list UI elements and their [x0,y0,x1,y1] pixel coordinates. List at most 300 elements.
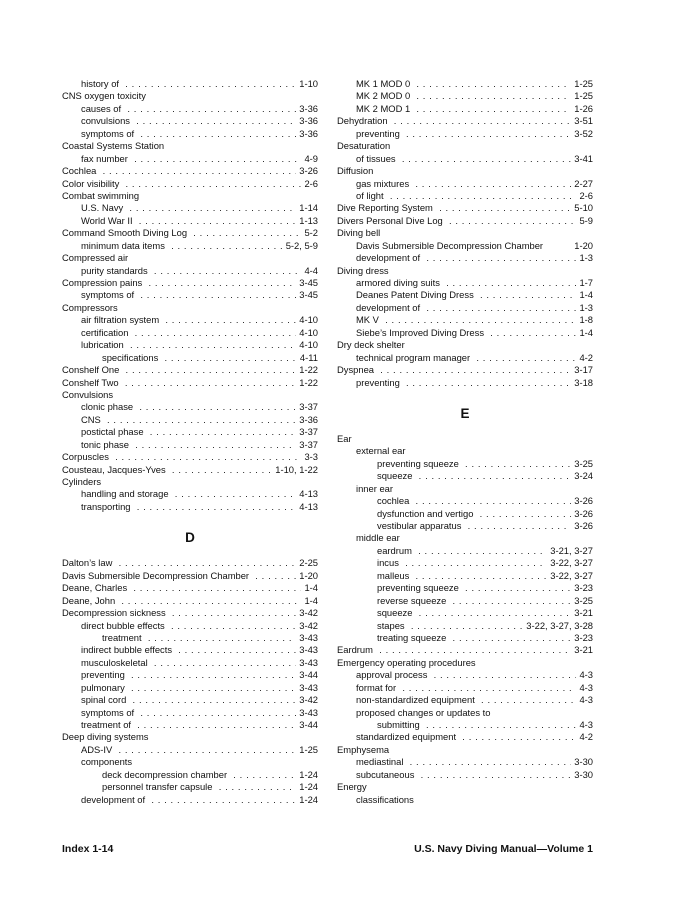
index-entry-term: non-standardized equipment [356,694,478,705]
index-entry [62,781,318,793]
index-entry-page-ref[interactable]: 3-30 [571,769,593,781]
index-entry [62,190,318,202]
index-entry-page-ref[interactable]: 3-36 [296,128,318,140]
index-entry-page-ref[interactable]: 5-2, 5-9 [283,240,318,252]
index-entry-page-ref[interactable]: 3-42 [296,620,318,632]
index-entry [337,445,593,457]
index-entry [337,707,593,719]
index-entry-term: deck decompression chamber [102,769,230,780]
index-entry-page-ref[interactable]: 3-21 [571,644,593,656]
index-entry [62,488,318,500]
index-entry-term: Emphysema [337,744,392,755]
index-entry-term: external ear [356,445,409,456]
index-entry-term: Cochlea [62,165,99,176]
index-entry-page-ref[interactable]: 4-3 [576,669,593,681]
index-entry [337,327,593,339]
index-entry-page-ref[interactable]: 3-52 [571,128,593,140]
index-entry-page-ref[interactable]: 1-24 [296,781,318,793]
index-entry-term: malleus [377,570,412,581]
manual-title-footer: U.S. Navy Diving Manual—Volume 1 [414,843,593,855]
index-entry-page-ref[interactable]: 2-6 [576,190,593,202]
index-entry-term: Dry deck shelter [337,339,408,350]
page-number-footer: Index 1-14 [62,843,114,855]
section-letter-heading: E [460,405,470,421]
index-entry [337,202,593,214]
index-entry-term: MK 1 MOD 0 [356,78,413,89]
index-entry-term: postictal phase [81,426,147,437]
index-entry [337,595,593,607]
index-entry-term: reverse squeeze [377,595,449,606]
index-entry-term: Diving dress [337,265,392,276]
index-entry [337,277,593,289]
index-entry-page-ref[interactable]: 4-2 [576,731,593,743]
index-entry-term: Deane, John [62,595,118,606]
index-entry-term: purity standards [81,265,151,276]
index-entry [337,508,593,520]
index-entry-page-ref[interactable]: 3-26 [571,520,593,532]
index-entry [337,719,593,731]
index-entry [62,644,318,656]
index-entry-term: Color visibility [62,178,122,189]
index-entry [337,545,593,557]
index-entry-term: Diffusion [337,165,376,176]
index-entry-page-ref[interactable]: 4-10 [296,327,318,339]
index-entry-term: indirect bubble effects [81,644,175,655]
index-entry-term: ADS-IV [81,744,115,755]
index-entry [62,103,318,115]
index-entry [337,289,593,301]
index-entry-term: CNS oxygen toxicity [62,90,149,101]
index-entry-term: development of [356,252,423,263]
index-entry-term: lubrication [81,339,127,350]
index-entry-page-ref[interactable]: 1-13 [296,215,318,227]
index-entry-page-ref[interactable]: 3-22, 3-27, 3-28 [523,620,593,632]
index-entry-term: fax number [81,153,131,164]
index-entry-term: dysfunction and vertigo [377,508,476,519]
index-entry-page-ref[interactable]: 3-22, 3-27 [547,557,593,569]
index-entry [62,632,318,644]
index-entry-term: Dalton’s law [62,557,115,568]
index-entry-page-ref[interactable]: 3-23 [571,582,593,594]
index-entry-page-ref[interactable]: 4-3 [576,719,593,731]
index-entry-page-ref[interactable]: 3-42 [296,607,318,619]
index-entry-page-ref[interactable]: 3-26 [571,495,593,507]
index-entry [62,719,318,731]
index-entry-page-ref[interactable]: 1-7 [576,277,593,289]
index-entry-page-ref[interactable]: 1-4 [576,327,593,339]
index-entry [337,165,593,177]
index-entry [337,140,593,152]
index-entry [337,227,593,239]
index-entry [62,669,318,681]
index-entry [337,657,593,669]
index-entry [62,265,318,277]
index-entry [62,607,318,619]
index-entry-page-ref[interactable]: 4-13 [296,488,318,500]
index-entry-term: CNS [81,414,104,425]
index-entry [337,495,593,507]
index-entry-term: Combat swimming [62,190,142,201]
index-entry-page-ref[interactable]: 3-45 [296,277,318,289]
index-entry-page-ref[interactable]: 3-37 [296,401,318,413]
index-entry [62,128,318,140]
index-entry-term: Compressed air [62,252,131,263]
index-entry-term: treating squeeze [377,632,449,643]
index-entry-term: preventing squeeze [377,458,462,469]
index-entry [337,632,593,644]
index-entry [337,178,593,190]
index-entry-term: symptoms of [81,707,137,718]
index-entry [337,240,593,252]
index-entry-page-ref[interactable]: 1-20 [296,570,318,582]
index-entry-term: armored diving suits [356,277,443,288]
index-entry-page-ref[interactable]: 3-22, 3-27 [547,570,593,582]
index-entry [62,414,318,426]
index-entry-page-ref[interactable]: 3-37 [296,439,318,451]
index-entry-term: eardrum [377,545,415,556]
index-entry [62,501,318,513]
index-entry-term: Cylinders [62,476,104,487]
index-entry-page-ref[interactable]: 3-43 [296,644,318,656]
index-entry [337,314,593,326]
index-entry [62,794,318,806]
index-entry-page-ref[interactable]: 1-4 [576,289,593,301]
index-entry-term: development of [356,302,423,313]
index-entry-term: inner ear [356,483,396,494]
index-entry-page-ref[interactable]: 1-10, 1-22 [272,464,318,476]
index-entry [62,364,318,376]
index-entry-page-ref[interactable]: 3-30 [571,756,593,768]
index-entry-term: Divers Personal Dive Log [337,215,446,226]
index-entry [337,731,593,743]
index-entry-page-ref[interactable]: 3-25 [571,595,593,607]
index-entry [337,794,593,806]
index-entry [62,707,318,719]
index-entry-term: treatment [102,632,145,643]
index-entry-page-ref[interactable]: 1-25 [571,78,593,90]
index-entry-page-ref[interactable]: 4-10 [296,339,318,351]
index-entry [337,364,593,376]
index-entry [62,476,318,488]
index-entry-term: standardized equipment [356,731,459,742]
index-entry-term: submitting [377,719,423,730]
index-entry [337,377,593,389]
index-entry [62,401,318,413]
index-entry [62,277,318,289]
index-entry-term: World War II [81,215,136,226]
index-entry [62,682,318,694]
index-entry [62,78,318,90]
index-entry [62,464,318,476]
index-entry-page-ref[interactable]: 4-10 [296,314,318,326]
index-entry-page-ref[interactable]: 3-43 [296,657,318,669]
index-entry-page-ref[interactable]: 1-24 [296,794,318,806]
index-entry-term: format for [356,682,399,693]
index-entry-term: air filtration system [81,314,162,325]
index-entry [337,744,593,756]
index-entry-page-ref[interactable]: 3-21, 3-27 [547,545,593,557]
index-entry [337,433,593,445]
index-entry-term: spinal cord [81,694,129,705]
index-entry [337,458,593,470]
index-entry-page-ref[interactable]: 4-9 [301,153,318,165]
index-column-left [62,78,318,806]
index-entry-page-ref[interactable]: 1-20 [571,240,593,252]
index-entry [62,165,318,177]
index-entry [337,339,593,351]
index-entry-term: convulsions [81,115,133,126]
index-entry-term: symptoms of [81,128,137,139]
index-entry-term: pulmonary [81,682,128,693]
index-entry-term: Ear [337,433,355,444]
index-entry-page-ref[interactable]: 3-24 [571,470,593,482]
index-entry-term: causes of [81,103,124,114]
index-entry-page-ref[interactable]: 4-3 [576,682,593,694]
index-entry-term: of light [356,190,387,201]
index-entry-term: clonic phase [81,401,136,412]
index-entry-term: technical program manager [356,352,473,363]
index-entry-page-ref[interactable]: 1-10 [296,78,318,90]
index-entry [62,140,318,152]
index-entry-term: proposed changes or updates to [356,707,493,718]
index-entry-term: mediastinal [356,756,406,767]
index-entry-term: Eardrum [337,644,376,655]
index-entry [62,202,318,214]
index-entry-page-ref[interactable]: 1-24 [296,769,318,781]
index-entry-term: Deanes Patent Diving Dress [356,289,477,300]
index-entry-page-ref[interactable]: 1-22 [296,377,318,389]
index-entry-page-ref[interactable]: 3-43 [296,632,318,644]
index-entry-term: Coastal Systems Station [62,140,167,151]
index-entry [337,252,593,264]
index-entry-page-ref[interactable]: 3-45 [296,289,318,301]
index-entry [337,557,593,569]
index-entry-term: Convulsions [62,389,116,400]
index-entry [62,439,318,451]
index-entry-page-ref[interactable]: 3-41 [571,153,593,165]
index-entry-term: musculoskeletal [81,657,151,668]
index-entry [337,694,593,706]
index-entry [62,582,318,594]
index-entry [337,483,593,495]
index-entry [62,227,318,239]
index-entry-term: vestibular apparatus [377,520,464,531]
index-entry [337,190,593,202]
index-entry-page-ref[interactable]: 1-22 [296,364,318,376]
index-entry-page-ref[interactable]: 3-36 [296,103,318,115]
index-entry [62,90,318,102]
index-entry-page-ref[interactable]: 1-8 [576,314,593,326]
index-entry-page-ref[interactable]: 5-9 [576,215,593,227]
index-entry-term: components [81,756,135,767]
index-entry-term: Conshelf One [62,364,122,375]
index-entry [337,781,593,793]
index-entry-term: transporting [81,501,134,512]
index-entry [337,769,593,781]
index-entry [62,327,318,339]
index-entry-term: preventing squeeze [377,582,462,593]
index-entry-page-ref[interactable]: 3-18 [571,377,593,389]
index-entry-term: MK 2 MOD 1 [356,103,413,114]
index-entry-page-ref[interactable]: 4-2 [576,352,593,364]
index-entry [337,128,593,140]
index-entry [62,769,318,781]
index-entry [62,557,318,569]
index-entry [337,302,593,314]
index-entry-term: squeeze [377,607,415,618]
index-entry-term: Compression pains [62,277,145,288]
index-entry [62,657,318,669]
index-entry [62,314,318,326]
index-entry-term: of tissues [356,153,399,164]
index-entry [62,694,318,706]
index-entry-page-ref[interactable]: 1-26 [571,103,593,115]
index-entry-page-ref[interactable]: 3-44 [296,719,318,731]
index-entry-term: tonic phase [81,439,132,450]
index-entry [337,520,593,532]
index-entry-term: certification [81,327,131,338]
index-entry-term: development of [81,794,148,805]
index-entry-page-ref[interactable]: 3-43 [296,707,318,719]
index-entry-page-ref[interactable]: 3-26 [296,165,318,177]
index-entry-term: direct bubble effects [81,620,168,631]
index-entry [337,682,593,694]
index-entry-page-ref[interactable]: 3-25 [571,458,593,470]
index-entry [62,756,318,768]
index-entry-term: preventing [81,669,128,680]
index-entry-term: Corpuscles [62,451,112,462]
index-entry-term: U.S. Navy [81,202,126,213]
index-entry-term: Deep diving systems [62,731,152,742]
index-entry-term: Davis Submersible Decompression Chamber [62,570,252,581]
index-entry-term: history of [81,78,122,89]
index-entry [337,153,593,165]
index-entry [337,78,593,90]
index-entry [62,153,318,165]
index-entry-page-ref[interactable]: 3-3 [301,451,318,463]
index-entry-term: Decompression sickness [62,607,169,618]
index-entry-term: Compressors [62,302,121,313]
index-entry [62,377,318,389]
index-entry-term: MK V [356,314,382,325]
index-entry-page-ref[interactable]: 3-36 [296,414,318,426]
index-entry-page-ref[interactable]: 3-36 [296,115,318,127]
section-letter-heading: D [185,530,195,546]
index-entry-term: middle ear [356,532,403,543]
index-entry-page-ref[interactable]: 4-4 [301,265,318,277]
index-entry-term: preventing [356,128,403,139]
index-entry [62,595,318,607]
index-entry-page-ref[interactable]: 4-3 [576,694,593,706]
index-entry [62,389,318,401]
index-entry-term: incus [377,557,402,568]
index-entry-term: Cousteau, Jacques-Yves [62,464,169,475]
index-entry [337,756,593,768]
index-entry-page-ref[interactable]: 2-25 [296,557,318,569]
index-entry [62,570,318,582]
index-entry-term: Command Smooth Diving Log [62,227,190,238]
index-entry-term: Siebe’s Improved Diving Dress [356,327,487,338]
index-entry [62,115,318,127]
index-entry-page-ref[interactable]: 4-13 [296,501,318,513]
index-entry-term: Emergency operating procedures [337,657,479,668]
index-entry-term: specifications [102,352,161,363]
index-entry-term: MK 2 MOD 0 [356,90,413,101]
index-entry-term: stapes [377,620,408,631]
index-entry-page-ref[interactable]: 3-23 [571,632,593,644]
index-entry [62,426,318,438]
index-entry-page-ref[interactable]: 1-3 [576,252,593,264]
index-entry-term: Desaturation [337,140,393,151]
index-entry-page-ref[interactable]: 3-26 [571,508,593,520]
index-entry-term: personnel transfer capsule [102,781,215,792]
index-entry-term: Diving bell [337,227,383,238]
index-entry-page-ref[interactable]: 1-3 [576,302,593,314]
index-entry-page-ref[interactable]: 1-4 [301,582,318,594]
index-entry-page-ref[interactable]: 3-51 [571,115,593,127]
index-entry [62,215,318,227]
index-entry [62,731,318,743]
index-entry [337,620,593,632]
index-entry [62,240,318,252]
index-entry-page-ref[interactable]: 2-27 [571,178,593,190]
index-entry [62,620,318,632]
index-entry-page-ref[interactable]: 3-44 [296,669,318,681]
index-entry [62,744,318,756]
index-entry-page-ref[interactable]: 3-17 [571,364,593,376]
index-entry-term: treatment of [81,719,134,730]
index-entry [337,607,593,619]
index-entry-term: symptoms of [81,289,137,300]
index-entry [337,644,593,656]
index-entry-page-ref[interactable]: 3-37 [296,426,318,438]
index-entry [337,103,593,115]
index-entry-page-ref[interactable]: 1-14 [296,202,318,214]
index-entry-term: Dive Reporting System [337,202,436,213]
index-entry [337,352,593,364]
index-entry [337,669,593,681]
index-entry [337,570,593,582]
index-entry-page-ref[interactable]: 3-43 [296,682,318,694]
index-entry [337,470,593,482]
index-entry [337,215,593,227]
index-entry-term: Dyspnea [337,364,377,375]
index-entry-page-ref[interactable]: 3-21 [571,607,593,619]
index-entry-page-ref[interactable]: 3-42 [296,694,318,706]
index-entry [62,252,318,264]
index-entry [62,339,318,351]
index-entry-term: classifications [356,794,417,805]
index-entry-term: Energy [337,781,370,792]
index-entry-term: minimum data items [81,240,168,251]
index-entry-page-ref[interactable]: 1-4 [301,595,318,607]
index-entry-page-ref[interactable]: 1-25 [296,744,318,756]
index-entry-page-ref[interactable]: 4-11 [297,352,318,364]
index-entry [337,115,593,127]
index-entry-term: Deane, Charles [62,582,130,593]
index-column-right [337,78,593,806]
index-entry-page-ref[interactable]: 1-25 [571,90,593,102]
index-entry [62,178,318,190]
index-entry [62,302,318,314]
index-entry-page-ref[interactable]: 5-2 [301,227,318,239]
index-entry-term: Davis Submersible Decompression Chamber [356,239,544,251]
index-entry-term: handling and storage [81,488,172,499]
index-entry [337,265,593,277]
index-entry-page-ref[interactable]: 5-10 [571,202,593,214]
index-entry-term: approval process [356,669,430,680]
index-entry-page-ref[interactable]: 2-6 [301,178,318,190]
